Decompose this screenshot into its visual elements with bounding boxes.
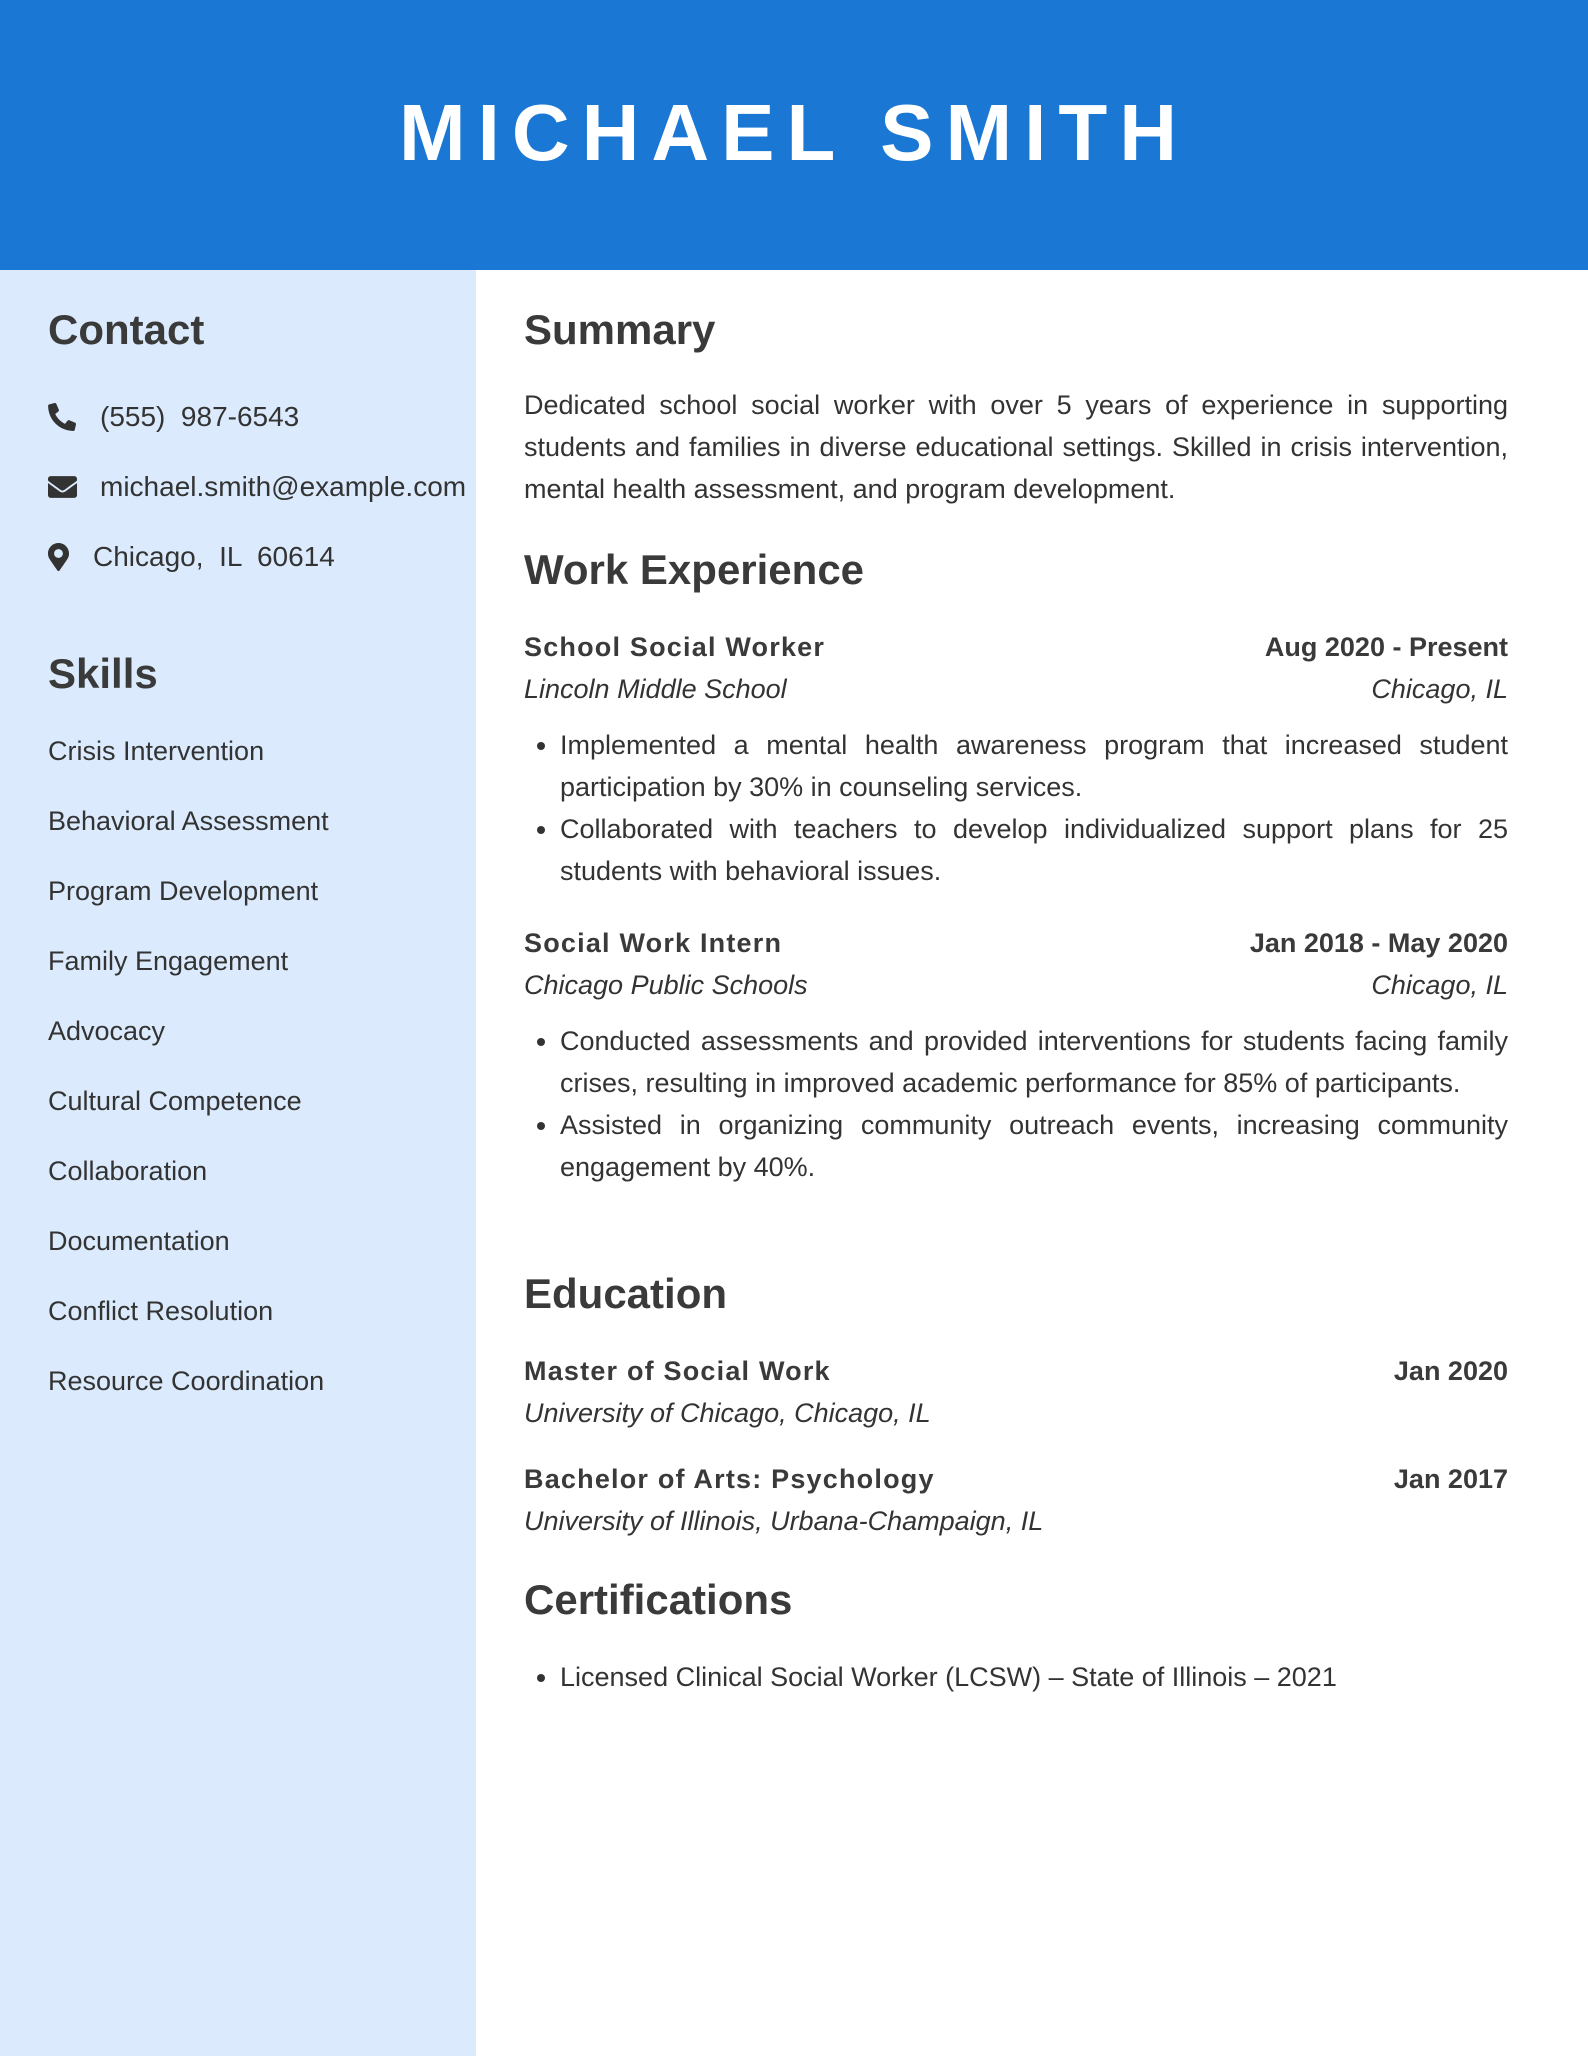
summary-heading: Summary [524, 306, 716, 353]
job-title: Social Work Intern [524, 928, 783, 958]
certification-item: • Licensed Clinical Social Worker (LCSW) – State of Illinois – 2021 [560, 1656, 1508, 1698]
job-bullet: • Assisted in organizing community outreach events, increasing community engagement by 40%. [560, 1104, 1508, 1188]
job-title: School Social Worker [524, 632, 826, 662]
contact-phone [48, 400, 299, 434]
skill-item: Behavioral Assessment [48, 806, 329, 836]
work-experience-heading: Work Experience [524, 546, 865, 593]
certification-list [524, 1656, 1508, 1698]
job-org-row [524, 970, 1508, 1001]
skill-item: Cultural Competence [48, 1086, 302, 1116]
skill-item: Documentation [48, 1226, 230, 1256]
map-pin-icon [48, 540, 93, 574]
education-header [524, 1464, 1508, 1495]
email-address: michael.smith@example.com [100, 471, 467, 502]
job-org-row [524, 674, 1508, 705]
skill-item: Resource Coordination [48, 1366, 325, 1396]
skills-heading: Skills [48, 650, 158, 697]
education-school-row [524, 1506, 1508, 1537]
education-heading: Education [524, 1270, 728, 1317]
sidebar [0, 270, 476, 2056]
contact-heading: Contact [48, 306, 205, 353]
degree-date: Jan 2020 [1393, 1356, 1508, 1386]
job-header [524, 632, 1508, 663]
job-location: Chicago, IL [1371, 970, 1508, 1000]
job-bullet: • Implemented a mental health awareness program that increased student participation by 30% in counseling services. [560, 724, 1508, 808]
skill-item: Crisis Intervention [48, 736, 265, 766]
skill-item: Advocacy [48, 1016, 166, 1046]
job-dates: Jan 2018 - May 2020 [1249, 928, 1508, 958]
skill-item: Conflict Resolution [48, 1296, 274, 1326]
job-bullets [524, 1020, 1508, 1188]
envelope-icon [48, 470, 100, 504]
education-header [524, 1356, 1508, 1387]
certifications-heading: Certifications [524, 1576, 793, 1623]
job-bullet: • Conducted assessments and provided interventions for students facing family crises, resulting in improved academic performance for 85% of participants. [560, 1020, 1508, 1104]
job-location: Chicago, IL [1371, 674, 1508, 704]
skill-item: Program Development [48, 876, 319, 906]
education-school-row [524, 1398, 1508, 1429]
school: University of Chicago, Chicago, IL [524, 1398, 931, 1428]
summary-text: Dedicated school social worker with over 5 years of experience in supporting students and families in diverse educational settings. Skilled in crisis intervention, mental health assessment, and program development. [524, 390, 1508, 504]
job-bullet: • Collaborated with teachers to develop individualized support plans for 25 students with behavioral issues. [560, 808, 1508, 892]
main-content [476, 270, 1588, 2056]
job-organization: Chicago Public Schools [524, 970, 808, 1000]
job-header [524, 928, 1508, 959]
contact-email [48, 470, 466, 504]
skill-item: Collaboration [48, 1156, 208, 1186]
school: University of Illinois, Urbana-Champaign, IL [524, 1506, 1044, 1536]
job-dates: Aug 2020 - Present [1264, 632, 1508, 662]
contact-location [48, 540, 335, 574]
job-bullets [524, 724, 1508, 892]
phone-icon [48, 400, 100, 434]
candidate-name: MICHAEL SMITH [398, 88, 1190, 177]
job-organization: Lincoln Middle School [524, 674, 787, 704]
phone-number: (555) 987-6543 [100, 401, 300, 432]
skill-item: Family Engagement [48, 946, 289, 976]
degree: Bachelor of Arts: Psychology [524, 1464, 935, 1494]
location-text: Chicago, IL 60614 [93, 541, 335, 572]
header-banner [0, 0, 1588, 270]
degree-date: Jan 2017 [1393, 1464, 1508, 1494]
degree: Master of Social Work [524, 1356, 831, 1386]
